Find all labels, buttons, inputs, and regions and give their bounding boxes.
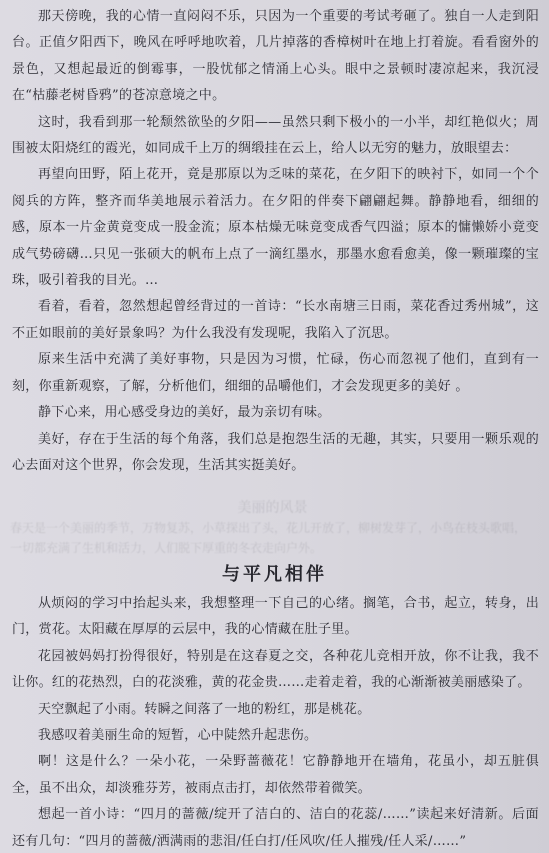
essay-1 bbox=[6, 4, 543, 479]
essay-1-paragraph: 看着，看着，忽然想起曾经背过的一首诗：“长水南塘三日雨，菜花香过秀州城”，这不正如眼前的美好景象吗？为什么我没有发现呢，我陷入了沉思。 bbox=[12, 299, 539, 341]
essay-1-paragraph: 原来生活中充满了美好事物，只是因为习惯，忙碌，伤心而忽视了他们，直到有一刻，你重新观察，了解，分析他们，细细的品嚼他们，才会发现更多的美好 。 bbox=[12, 352, 539, 394]
show-through-text: 美丽的风景 春天是一个美丽的季节，万物复苏，小草探出了头，花儿开放了，柳树发芽了，小鸟在枝头歌唱，一切都充满了生机和活力，人们脱下厚重的冬衣走向户外。 bbox=[10, 500, 527, 555]
essay-2 bbox=[6, 591, 543, 853]
essay-1-paragraph: 再望向田野，陌上花开，竟是那原以为乏味的菜花，在夕阳下的映衬下，如同一个个阅兵的方阵，整齐而华美地展示着活力。在夕阳的伴奏下翩翩起舞。静静地看，细细的感，原本一片金黄竟变成一股金流；原本枯燥无味竟变成香气四溢；原本的慵懒娇小竟变成气势磅礴…只见一张硕大的帆布上点了一滴红墨水，那墨水愈看愈美，像一颗璀璨的宝珠，吸引着我的目光。… bbox=[12, 167, 539, 289]
essay-2-paragraph: 从烦闷的学习中抬起头来，我想整理一下自己的心绪。搁笔，合书，起立，转身，出门，赏花。太阳藏在厚厚的云层中，我的心情藏在肚子里。 bbox=[12, 596, 539, 638]
essay-1-paragraph: 这时，我看到那一轮颓然欲坠的夕阳——虽然只剩下极小的一小半，却红艳似火；周围被太阳烧红的霞光，如同成千上万的绸缎挂在云上，给人以无穷的魅力，放眼望去： bbox=[12, 114, 539, 157]
essay-2-paragraph: 花园被妈妈打扮得很好，特别是在这春夏之交，各种花儿竞相开放，你不让我，我不让你。红的花热烈，白的花淡雅，黄的花金贵……走着走着，我的心渐渐被美丽感染了。 bbox=[12, 648, 539, 691]
essay-2-paragraph: 想起一首小诗：“四月的蔷薇/绽开了洁白的、洁白的花蕊/……”读起来好清新。后面还有几句：“四月的蔷薇/洒满雨的悲泪/任白打/任风吹/任人摧残/任人采/……” bbox=[12, 807, 539, 849]
essay-2-title: 与平凡相伴 bbox=[222, 564, 327, 585]
essay-2-paragraph: 啊！这是什么？一朵小花，一朵野蔷薇花！它静静地开在墙角，花虽小，却五脏俱全，虽不出众，却淡雅芬芳，被雨点击打，却依然带着微笑。 bbox=[12, 754, 539, 796]
essay-2-paragraph: 天空飘起了小雨。转瞬之间落了一地的粉红，那是桃花。 bbox=[38, 701, 371, 717]
essay-1-paragraph: 静下心来，用心感受身边的美好，最为亲切有味。 bbox=[38, 405, 331, 421]
essay-2-paragraph: 我感叹着美丽生命的短暂，心中陡然升起悲伤。 bbox=[38, 728, 318, 744]
essay-1-paragraph: 那天傍晚，我的心情一直闷闷不乐，只因为一个重要的考试考砸了。独自一人走到阳台。正值夕阳西下，晚风在呼呼地吹着，几片掉落的香樟树叶在地上打着旋。看看窗外的景色，又想起最近的倒霉事，一股忧郁之情涌上心头。眼中之景顿时凄凉起来，我沉浸在“枯藤老树昏鸦”的苍凉意境之中。 bbox=[12, 9, 539, 104]
essay-1-paragraph: 美好，存在于生活的每个角落，我们总是抱怨生活的无趣，其实，只要用一颗乐观的心去面对这个世界，你会发现，生活其实挺美好。 bbox=[12, 431, 539, 473]
